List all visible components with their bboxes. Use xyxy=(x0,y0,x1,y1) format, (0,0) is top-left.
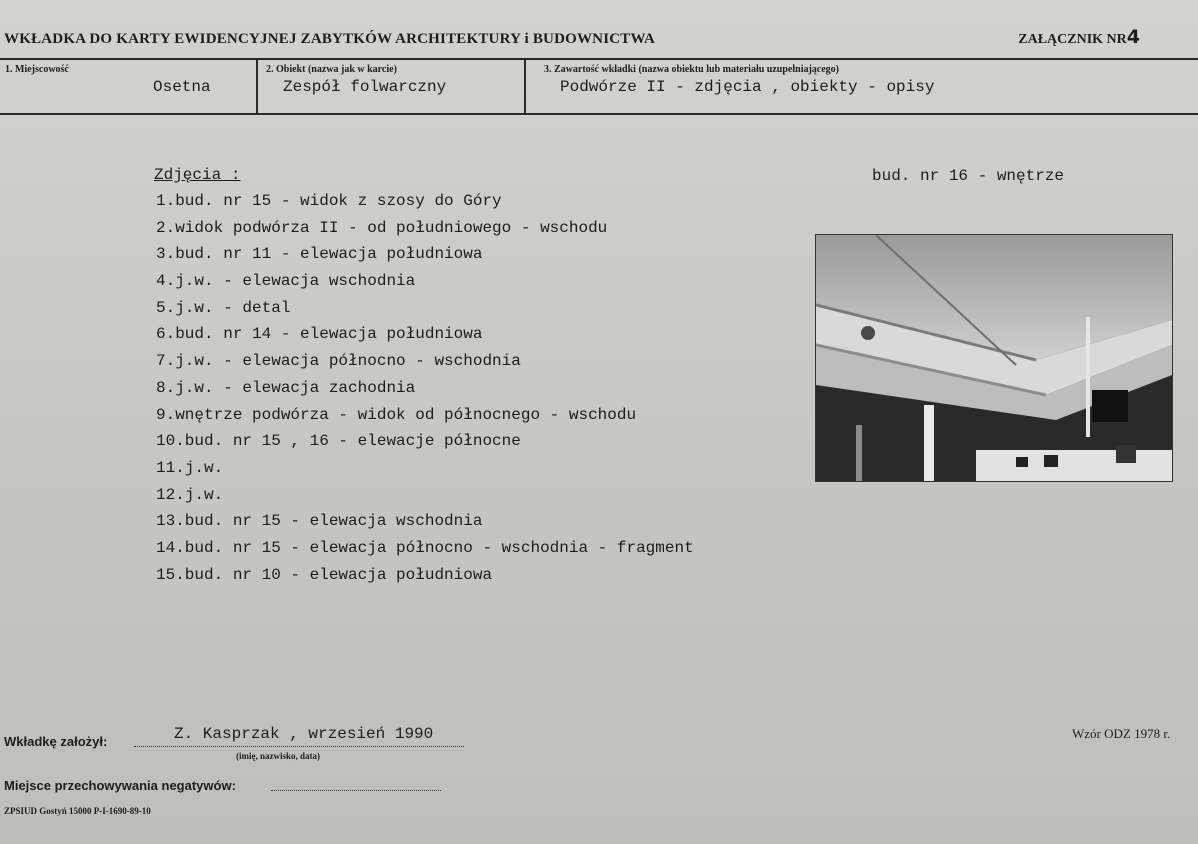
interior-photo-image xyxy=(816,235,1172,481)
negatives-label: Miejsce przechowywania negatywów: xyxy=(4,778,236,793)
photo-list-item: 5.j.w. - detal xyxy=(156,298,291,317)
attachment-label: ZAŁĄCZNIK NR xyxy=(1018,32,1127,47)
template-label: Wzór ODZ 1978 r. xyxy=(1072,726,1171,741)
photos-heading: Zdjęcia : xyxy=(154,166,241,184)
photo-list-item: 11.j.w. xyxy=(156,458,224,477)
created-by-hint: (imię, nazwisko, data) xyxy=(236,751,320,761)
photo-list-item: 3.bud. nr 11 - elewacja południowa xyxy=(156,245,483,264)
content-label: 3. Zawartość wkładki (nazwa obiektu lub materiału uzupełniającego) xyxy=(544,64,840,75)
photo-list xyxy=(156,190,694,590)
attachment-number xyxy=(1018,26,1140,48)
field-divider-2 xyxy=(524,60,526,113)
field-divider-1 xyxy=(256,60,258,113)
photo-list-item: 13.bud. nr 15 - elewacja wschodnia xyxy=(156,512,483,531)
attachment-number-value: 4 xyxy=(1126,26,1140,48)
negatives-line xyxy=(271,790,441,791)
photo-list-item: 6.bud. nr 14 - elewacja południowa xyxy=(156,325,483,344)
photo-caption: bud. nr 16 - wnętrze xyxy=(872,167,1065,185)
created-by-label: Wkładkę założył: xyxy=(4,734,108,749)
object-label: 2. Obiekt (nazwa jak w karcie) xyxy=(266,64,397,75)
interior-photo xyxy=(815,234,1173,482)
photo-list-item: 14.bud. nr 15 - elewacja północno - wschodnia - fragment xyxy=(156,538,694,557)
object-value: Zespół folwarczny xyxy=(283,78,447,96)
printer-note: ZPSIUD Gostyń 15000 P-I-1690-89-10 xyxy=(4,806,151,816)
photo-list-item: 4.j.w. - elewacja wschodnia xyxy=(156,272,416,291)
photo-list-item: 9.wnętrze podwórza - widok od północnego - wschodu xyxy=(156,405,637,424)
card-title: WKŁADKA DO KARTY EWIDENCYJNEJ ZABYTKÓW ARCHITEKTURY i BUDOWNICTWA xyxy=(4,31,656,47)
photo-list-item: 8.j.w. - elewacja zachodnia xyxy=(156,378,416,397)
header-top-rule xyxy=(0,58,1198,60)
photo-list-item: 2.widok podwórza II - od południowego - wschodu xyxy=(156,218,608,237)
locality-value: Osetna xyxy=(153,78,211,96)
photo-list-item: 1.bud. nr 15 - widok z szosy do Góry xyxy=(156,192,502,210)
created-by-value: Z. Kasprzak , wrzesień 1990 xyxy=(174,725,434,743)
photo-list-item: 7.j.w. - elewacja północno - wschodnia xyxy=(156,352,521,371)
content-value: Podwórze II - zdjęcia , obiekty - opisy xyxy=(560,78,935,96)
photo-list-item: 15.bud. nr 10 - elewacja południowa xyxy=(156,565,493,584)
photo-list-item: 12.j.w. xyxy=(156,485,224,504)
photo-list-item: 10.bud. nr 15 , 16 - elewacje północne xyxy=(156,432,521,451)
created-by-line xyxy=(134,746,464,747)
header-bottom-rule xyxy=(0,113,1198,115)
locality-label: 1. Miejscowość xyxy=(5,64,69,75)
